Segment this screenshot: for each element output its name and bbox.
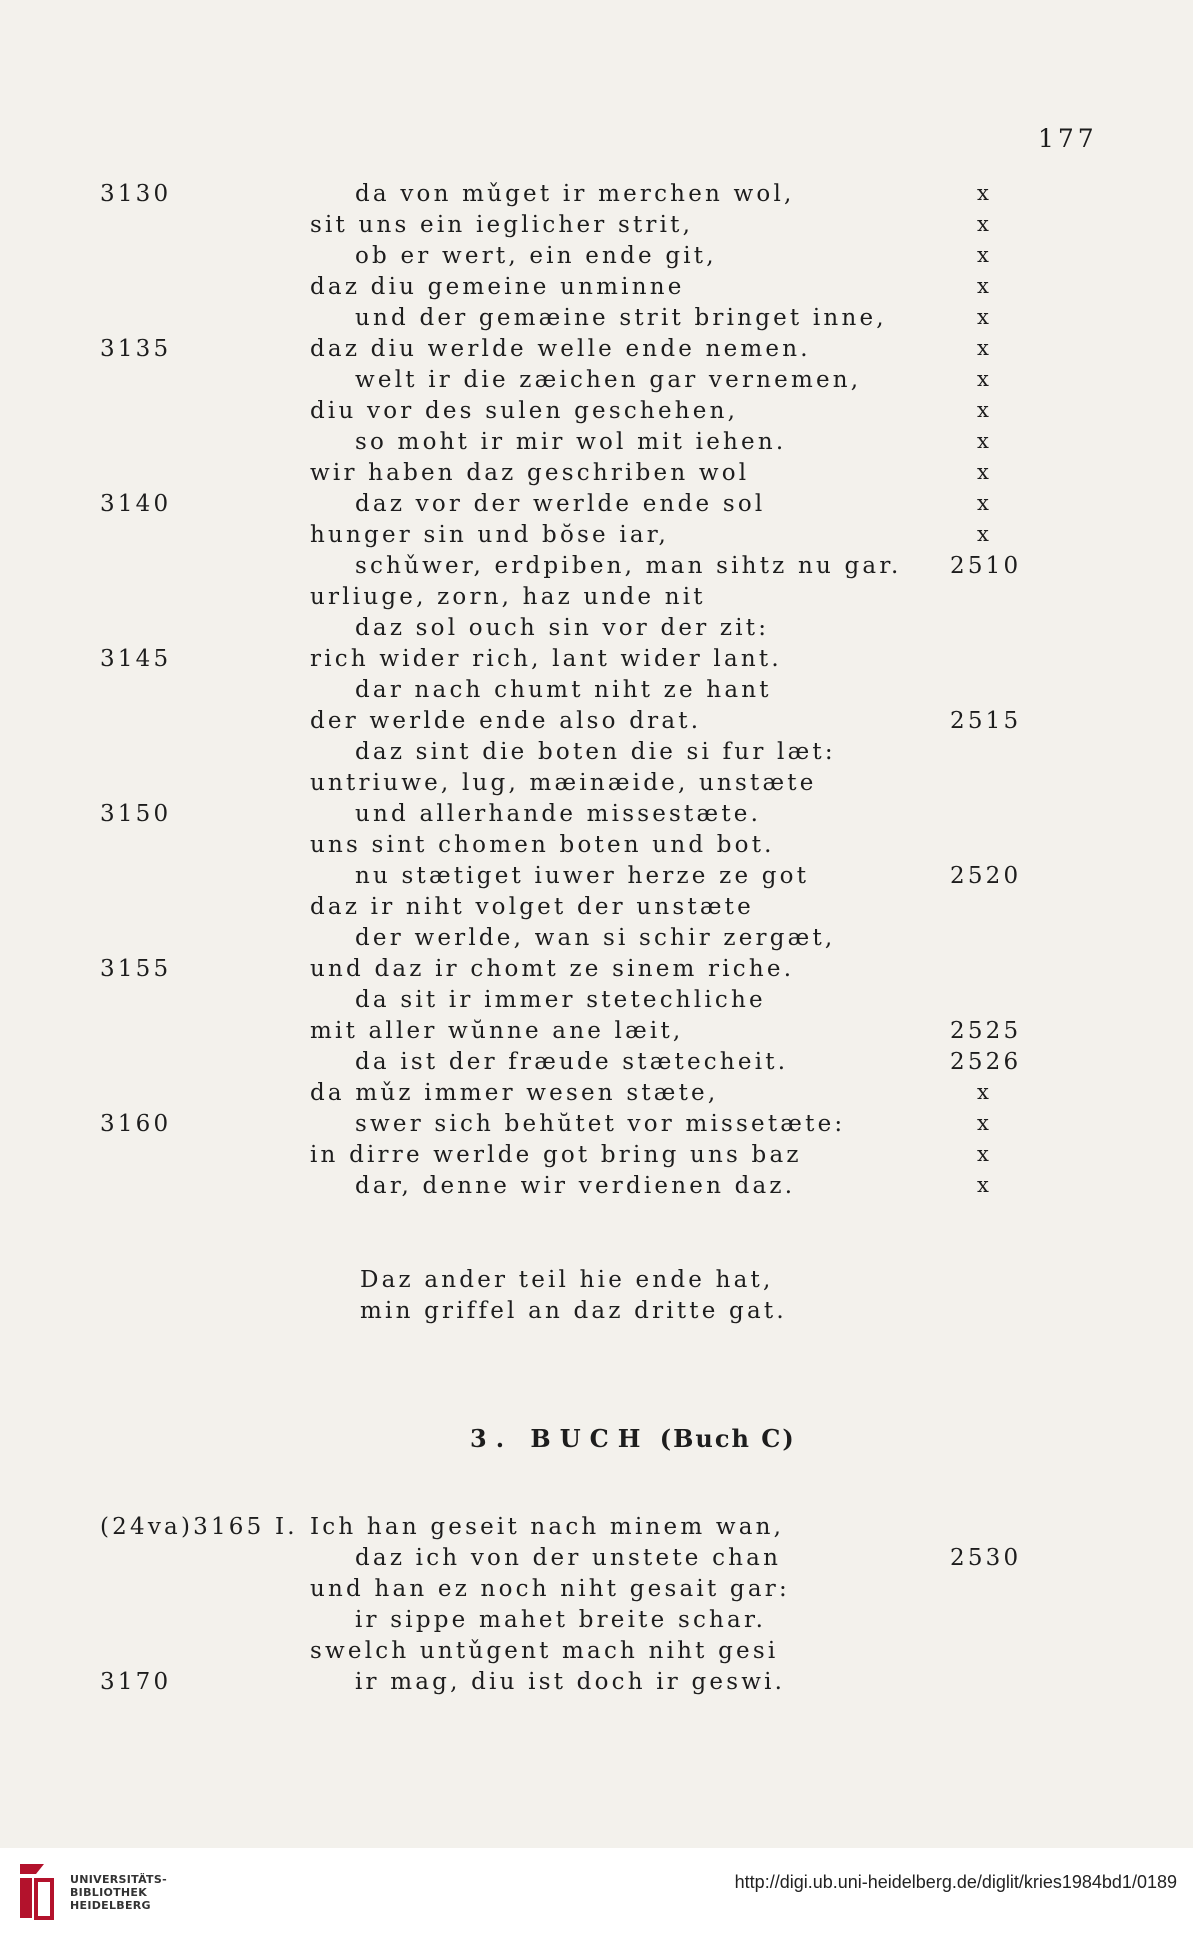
source-url[interactable]: http://digi.ub.uni-heidelberg.de/diglit/kries1984bd1/0189 [734,1872,1177,1892]
verse-text: ob er wert, ein ende git, [355,243,717,269]
verse-line [0,212,1193,243]
line-number: (24va)3165 I. [100,1514,298,1540]
verse-line [0,429,1193,460]
library-name-line3: HEIDELBERG [70,1899,151,1912]
right-marker: x [977,212,993,236]
verse-text: und daz ir chomt ze sinem riche. [310,956,795,982]
verse-text: ir sippe mahet breite schar. [355,1607,767,1633]
page-number: 177 [1038,124,1098,153]
verse-text: swer sich behŭtet vor missetæte: [355,1111,846,1137]
verse-line [0,770,1193,801]
right-marker: 2520 [950,863,1022,889]
verse-line [0,305,1193,336]
verse-line [0,553,1193,584]
section-heading [470,1424,796,1453]
verse-line [0,336,1193,367]
verse-text: schǔwer, erdpiben, man sihtz nu gar. [355,553,902,579]
line-number: 3130 [100,181,172,207]
closing-line-2: min griffel an daz dritte gat. [360,1298,787,1324]
right-marker: x [977,1111,993,1135]
footer-bar [0,1848,1193,1937]
line-number: 3135 [100,336,172,362]
verse-text: daz ich von der unstete chan [355,1545,782,1571]
verse-text: ir mag, diu ist doch ir geswi. [355,1669,786,1695]
verse-line [0,1514,1193,1545]
right-marker: x [977,336,993,360]
verse-text: mit aller wŭnne ane læit, [310,1018,684,1044]
right-marker: x [977,181,993,205]
verse-text: daz diu gemeine unminne [310,274,685,300]
heading-main: 3. BUCH [470,1424,650,1453]
verse-line [0,584,1193,615]
verse-text: urliuge, zorn, haz unde nit [310,584,706,610]
verse-text: daz diu werlde welle ende nemen. [310,336,811,362]
library-name [70,1873,167,1912]
verse-text: dar nach chumt niht ze hant [355,677,772,703]
verse-line [0,460,1193,491]
right-marker: x [977,367,993,391]
verse-line [0,1142,1193,1173]
verse-line [0,274,1193,305]
verse-text: so moht ir mir wol mit iehen. [355,429,787,455]
verse-text: daz vor der werlde ende sol [355,491,766,517]
verse-line [0,646,1193,677]
verse-line [0,925,1193,956]
verse-line [0,1111,1193,1142]
verse-line [0,1545,1193,1576]
line-number: 3145 [100,646,172,672]
verse-line [0,491,1193,522]
verse-line [0,956,1193,987]
right-marker: x [977,243,993,267]
right-marker: 2515 [950,708,1022,734]
verse-line [0,1576,1193,1607]
right-marker: x [977,460,993,484]
right-marker: x [977,429,993,453]
verse-text: dar, denne wir verdienen daz. [355,1173,796,1199]
right-marker: x [977,1080,993,1104]
verse-text: und allerhande missestæte. [355,801,762,827]
verse-line [0,1018,1193,1049]
verse-line [0,243,1193,274]
verse-text: da von mǔget ir merchen wol, [355,181,795,207]
verse-line [0,398,1193,429]
verse-line [0,1607,1193,1638]
right-marker: x [977,398,993,422]
verse-text: swelch untǔgent mach niht gesi [310,1638,779,1664]
line-number: 3170 [100,1669,172,1695]
verse-line [0,522,1193,553]
verse-text: diu vor des sulen geschehen, [310,398,739,424]
right-marker: x [977,1142,993,1166]
verse-line [0,181,1193,212]
right-marker: 2530 [950,1545,1022,1571]
verse-line [0,1173,1193,1204]
verse-line [0,739,1193,770]
right-marker: x [977,1173,993,1197]
verse-text: uns sint chomen boten und bot. [310,832,775,858]
verse-text: der werlde ende also drat. [310,708,702,734]
right-marker: x [977,274,993,298]
verse-line [0,863,1193,894]
verse-text: und han ez noch niht gesait gar: [310,1576,790,1602]
heading-sub: (Buch C) [659,1424,796,1453]
library-logo-icon [14,1860,58,1924]
verse-line [0,367,1193,398]
line-number: 3140 [100,491,172,517]
right-marker: x [977,491,993,515]
closing-line-1: Daz ander teil hie ende hat, [360,1267,774,1293]
line-number: 3150 [100,801,172,827]
verse-line [0,987,1193,1018]
right-marker: 2525 [950,1018,1022,1044]
verse-text: hunger sin und bŏse iar, [310,522,669,548]
verse-text: daz sol ouch sin vor der zit: [355,615,770,641]
verse-line [0,1049,1193,1080]
verse-text: in dirre werlde got bring uns baz [310,1142,802,1168]
verse-text: Ich han geseit nach minem wan, [310,1514,785,1540]
verse-line [0,801,1193,832]
verse-text: nu stætiget iuwer herze ze got [355,863,810,889]
right-marker: 2526 [950,1049,1022,1075]
right-marker: 2510 [950,553,1022,579]
verse-line [0,894,1193,925]
verse-line [0,615,1193,646]
verse-text: untriuwe, lug, mæinæide, unstæte [310,770,817,796]
verse-text: und der gemæine strit bringet inne, [355,305,887,331]
verse-text: da ist der fræude stætecheit. [355,1049,789,1075]
verse-text: rich wider rich, lant wider lant. [310,646,782,672]
right-marker: x [977,305,993,329]
right-marker: x [977,522,993,546]
verse-text: der werlde, wan si schir zergæt, [355,925,836,951]
verse-text: wir haben daz geschriben wol [310,460,750,486]
verse-line [0,1638,1193,1669]
verse-text: sit uns ein ieglicher strit, [310,212,694,238]
library-name-line2: BIBLIOTHEK [70,1886,148,1899]
library-name-line1: UNIVERSITÄTS- [70,1873,167,1886]
verse-text: da sit ir immer stetechliche [355,987,766,1013]
verse-line [0,708,1193,739]
verse-line [0,1080,1193,1111]
verse-text: welt ir die zæichen gar vernemen, [355,367,862,393]
line-number: 3160 [100,1111,172,1137]
verse-line [0,677,1193,708]
verse-line [0,1669,1193,1700]
verse-text: daz ir niht volget der unstæte [310,894,754,920]
verse-text: daz sint die boten die si fur læt: [355,739,836,765]
verse-text: da mǔz immer wesen stæte, [310,1080,719,1106]
verse-line [0,832,1193,863]
line-number: 3155 [100,956,172,982]
